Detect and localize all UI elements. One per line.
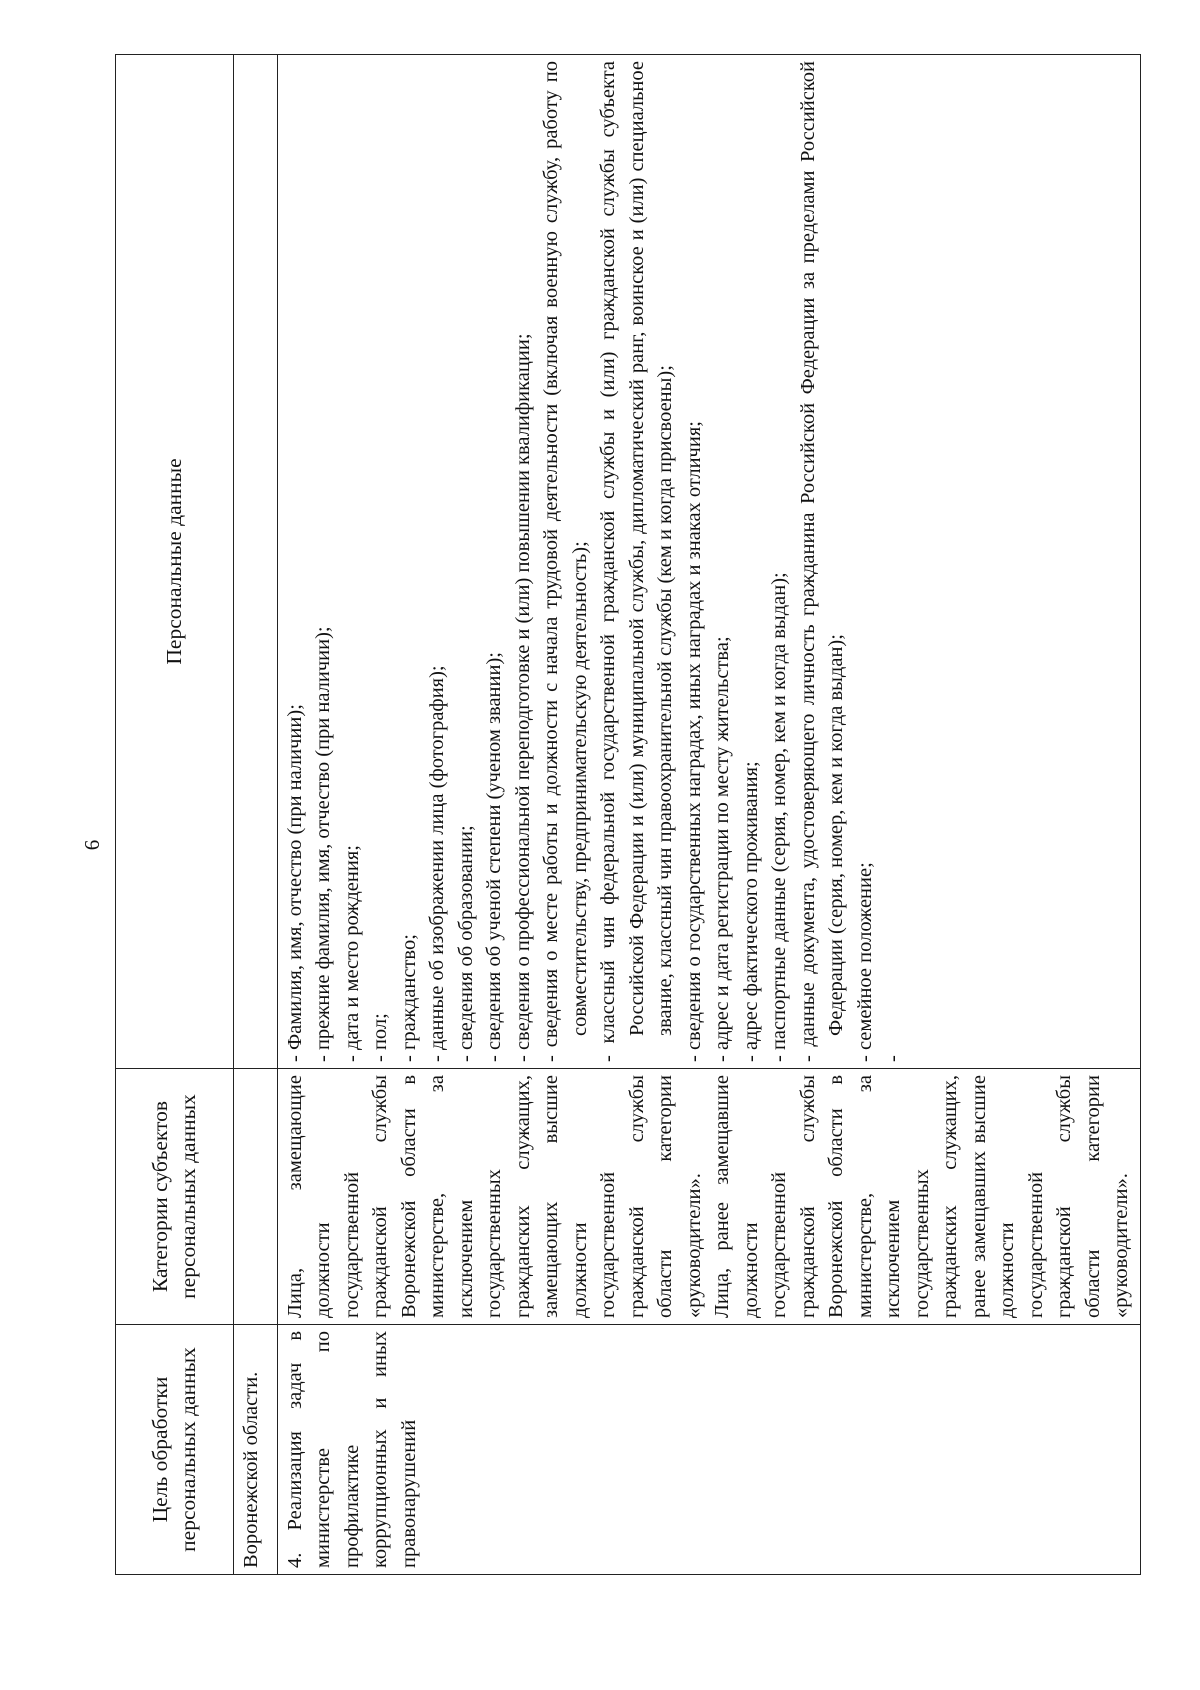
list-item: - сведения об ученой степени (ученом звании); — [483, 652, 506, 1062]
continuation-row — [234, 55, 278, 1575]
list-item: - сведения о государственных наградах, иных наградах и знаках отличия; — [682, 421, 705, 1062]
header-personal-data: Персональные данные — [116, 55, 234, 1069]
subjects-former-employees: Лица, ранее замещавшие должности государственной гражданской службы Воронежской области в министерстве, за исключением государственных гражданских служащих, ранее замещавших высшие должности государственной гражданской службы области категории «руководители». — [711, 1075, 1133, 1318]
list-item: - паспортные данные (серия, номер, кем и когда выдан); — [768, 572, 791, 1062]
list-item: - сведения о профессиональной переподготовке и (или) повышении квалификации; — [511, 333, 534, 1062]
subjects-current-employees: Лица, замещающие должности государственной гражданской службы Воронежской области в министерстве, за исключением государственных гражданских служащих, замещающих высшие должности государственной гражданской службы области категории «руководители». — [284, 1075, 705, 1318]
personal-data-table — [115, 54, 1141, 1575]
page-number: 6 — [80, 839, 104, 851]
header-purpose: Цель обработки персональных данных — [116, 1325, 234, 1575]
list-item: - — [882, 1055, 905, 1062]
purpose-cell: 4. Реализация задач в министерстве по профилактике коррупционных и иных правонарушений — [278, 1325, 1141, 1575]
list-item: - данные документа, удостоверяющего личность гражданина Российской Федерации за пределами Российской Федерации (серия, номер, кем и когда выдан); — [796, 61, 848, 1062]
list-item: - дата и место рождения; — [340, 845, 363, 1062]
continuation-purpose: Воронежской области. — [234, 1325, 278, 1575]
list-item: - пол; — [369, 1013, 392, 1062]
header-subject-categories: Категории субъектов персональных данных — [116, 1069, 234, 1325]
list-item: - гражданство; — [397, 934, 420, 1062]
table-header-row — [116, 55, 234, 1575]
personal-data-cell — [278, 55, 1141, 1069]
list-item: - данные об изображении лица (фотография); — [426, 665, 449, 1062]
continuation-data — [234, 55, 278, 1069]
list-item: - Фамилия, имя, отчество (при наличии); — [284, 704, 306, 1062]
list-item: - семейное положение; — [853, 862, 876, 1062]
list-item: - сведения о месте работы и должности с начала трудовой деятельности (включая военную службу, работу по совместительству, предпринимательскую деятельность); — [540, 61, 591, 1062]
table-row — [278, 55, 1141, 1575]
list-item: - адрес и дата регистрации по месту жительства; — [711, 636, 734, 1062]
continuation-subjects — [234, 1069, 278, 1325]
list-item: - сведения об образовании; — [454, 825, 477, 1062]
list-item: - классный чин федеральной государственной гражданской службы и (или) гражданской службы субъекта Российской Федерации и (или) муниципальной службы, дипломатический ранг, воинское и (или) специальное звание, классный чин правоохранительной службы (кем и когда присвоены); — [597, 61, 677, 1062]
subjects-cell — [278, 1069, 1141, 1325]
list-item: - адрес фактического проживания; — [739, 761, 762, 1062]
list-item: - прежние фамилия, имя, отчество (при наличии); — [312, 626, 335, 1062]
